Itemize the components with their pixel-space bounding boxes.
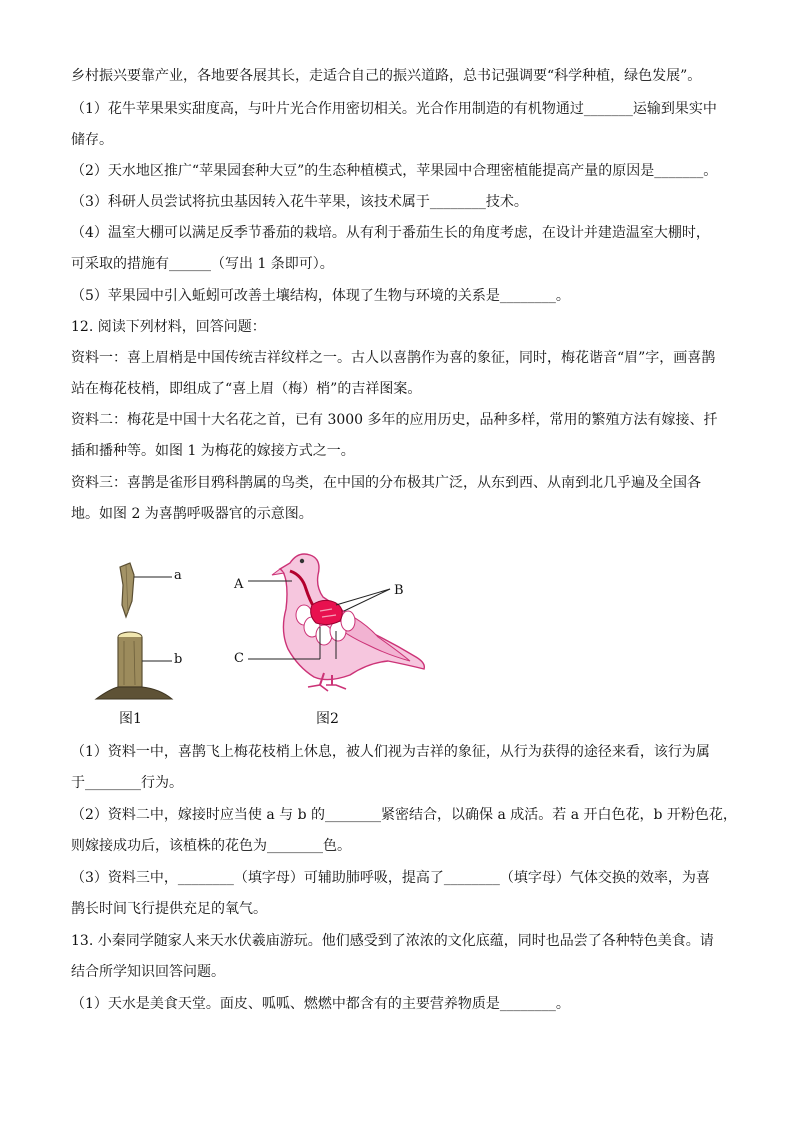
- question-heading: 13. 小秦同学随家人来天水伏羲庙游玩。他们感受到了浓浓的文化底蕴，同时也品尝了各种特色美食。请: [71, 933, 714, 949]
- text-line: （4）温室大棚可以满足反季节番茄的栽培。从有利于番茄生长的角度考虑，在设计并建造温室大棚时，: [71, 225, 710, 241]
- text-line: 于________行为。: [71, 775, 183, 791]
- figure-2-bird: [228, 545, 458, 700]
- text-line: （1）花牛苹果果实甜度高，与叶片光合作用密切相关。光合作用制造的有机物通过_______运输到果实中: [71, 101, 717, 117]
- label-a: a: [174, 568, 182, 583]
- text-line: 站在梅花枝梢，即组成了“喜上眉（梅）梢”的吉祥图案。: [71, 381, 422, 397]
- text-line: （1）天水是美食天堂。面皮、呱呱、燃燃中都含有的主要营养物质是________。: [71, 996, 570, 1012]
- text-line: 乡村振兴要靠产业，各地要各展其长，走适合自己的振兴道路，总书记强调要“科学种植，绿色发展”。: [71, 68, 702, 84]
- figure-1-caption: 图1: [119, 711, 142, 727]
- label-A: A: [234, 577, 244, 592]
- text-line: （2）天水地区推广“苹果园套种大豆”的生态种植模式，苹果园中合理密植能提高产量的原因是_______。: [71, 163, 718, 179]
- figure-1-grafting: [90, 555, 190, 705]
- text-line: 插和播种等。如图 1 为梅花的嫁接方式之一。: [71, 443, 355, 459]
- text-line: 则嫁接成功后，该植株的花色为________色。: [71, 838, 351, 854]
- label-C: C: [234, 651, 244, 666]
- text-line: （1）资料一中，喜鹊飞上梅花枝梢上休息，被人们视为吉祥的象征，从行为获得的途径来看，该行为属: [71, 744, 710, 760]
- text-line: （3）资料三中，________（填字母）可辅助肺呼吸，提高了________（填字母）气体交换的效率，为喜: [71, 870, 710, 886]
- text-line: 地。如图 2 为喜鹊呼吸器官的示意图。: [71, 506, 313, 522]
- text-line: 可采取的措施有______（写出 1 条即可）。: [71, 256, 334, 272]
- figure-2-caption: 图2: [316, 711, 339, 727]
- label-B: B: [394, 583, 404, 598]
- label-b: b: [174, 652, 183, 667]
- text-line: 资料二：梅花是中国十大名花之首，已有 3000 多年的应用历史，品种多样，常用的繁殖方法有嫁接、扦: [71, 412, 718, 428]
- question-heading: 12. 阅读下列材料，回答问题：: [71, 319, 266, 335]
- bird-respiratory-diagram: [228, 545, 458, 700]
- text-line: （3）科研人员尝试将抗虫基因转入花牛苹果，该技术属于________技术。: [71, 194, 528, 210]
- text-line: （2）资料二中，嫁接时应当使 a 与 b 的________紧密结合，以确保 a 成活。若 a 开白色花，b 开粉色花，: [71, 807, 737, 823]
- text-line: 资料三：喜鹊是雀形目鸦科鹊属的鸟类，在中国的分布极其广泛，从东到西、从南到北几乎遍及全国各: [71, 475, 701, 491]
- text-line: 鹊长时间飞行提供充足的氧气。: [71, 901, 267, 917]
- text-line: （5）苹果园中引入蚯蚓可改善土壤结构，体现了生物与环境的关系是________。: [71, 288, 570, 304]
- text-line: 资料一：喜上眉梢是中国传统吉祥纹样之一。古人以喜鹊作为喜的象征，同时，梅花谐音“眉”字，画喜鹊: [71, 350, 716, 366]
- text-line: 结合所学知识回答问题。: [71, 964, 225, 980]
- text-line: 储存。: [71, 132, 113, 148]
